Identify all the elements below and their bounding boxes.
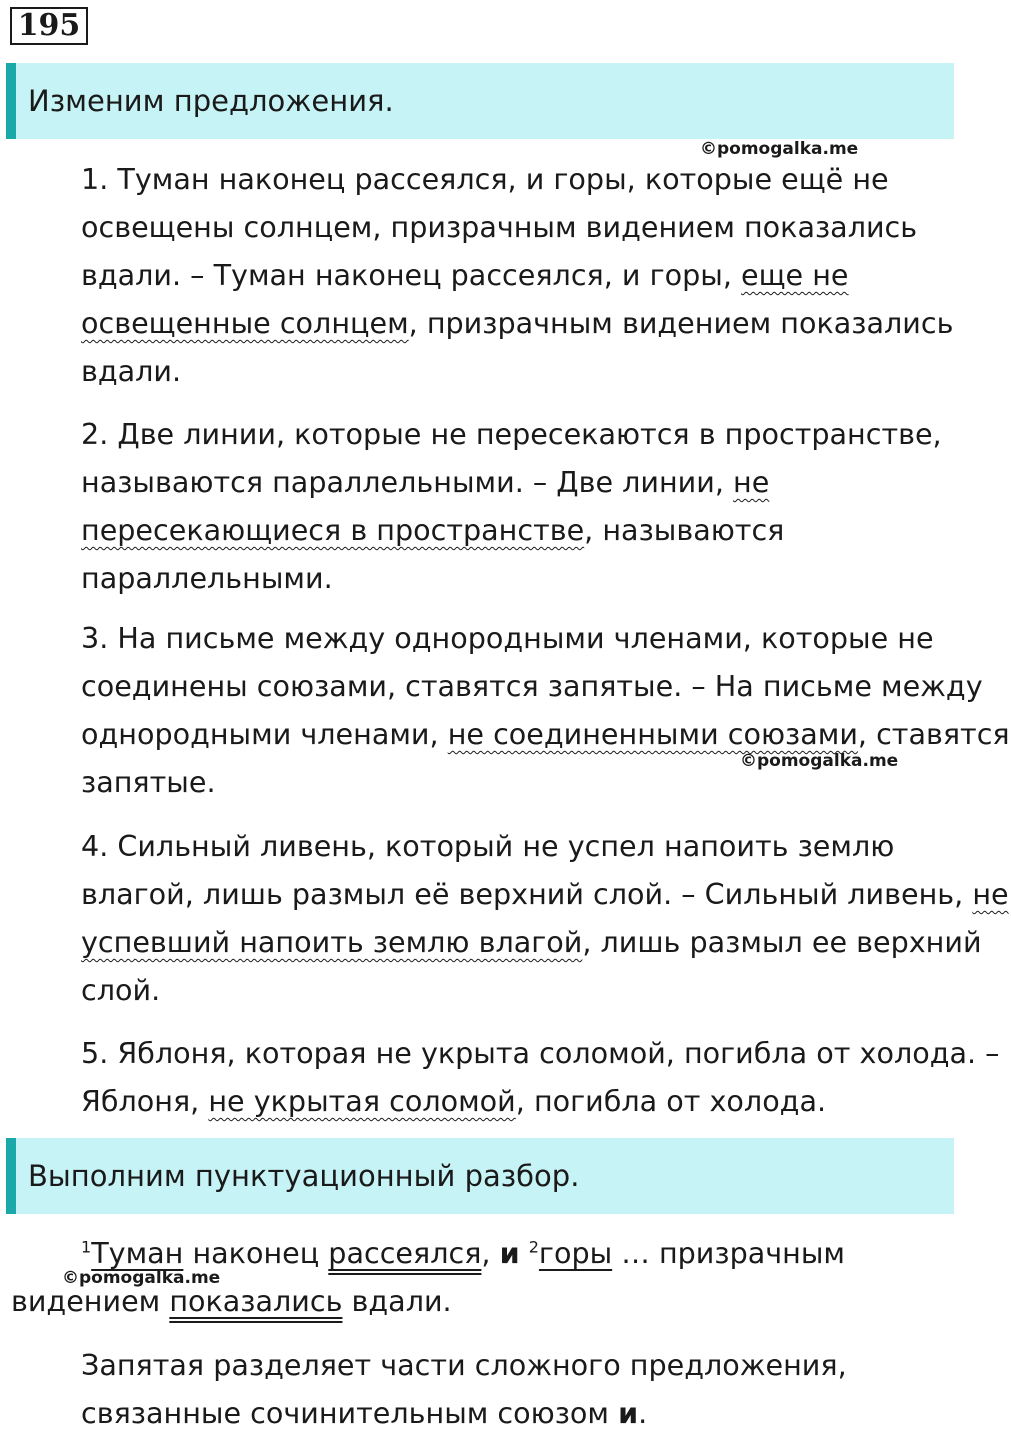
sentence-item-2 (11, 410, 1011, 602)
section-heading-text: Изменим предложения. (28, 84, 394, 118)
item-text: , лишь размыл ее верхний слой. (81, 925, 982, 1007)
sentence-item-3 (11, 614, 1011, 806)
analysis-text: видением (11, 1284, 170, 1318)
item-text: 4. Сильный ливень, который не успел напоить землю влагой, лишь размыл её верхний слой. – Сильный ливень, (81, 829, 973, 911)
sentence-item-1 (11, 155, 1011, 395)
conclusion (11, 1341, 1011, 1437)
analysis-text (520, 1236, 529, 1270)
sentence-item-4 (11, 822, 1011, 1014)
subject: горы (538, 1236, 613, 1270)
analysis-text: , (481, 1236, 500, 1270)
sentence-item-5 (11, 1029, 1011, 1125)
item-text: 2. Две линии, которые не пересекаются в пространстве, называются параллельными. – Две линии, (81, 417, 942, 499)
item-text: , ставятся запятые. (81, 717, 1010, 799)
item-text: 3. На письме между однородными членами, которые не соединены союзами, ставятся запятые. – На письме между однородными членами, (81, 621, 983, 751)
item-text: 5. Яблоня, которая не укрыта соломой, погибла от холода. – Яблоня, (81, 1036, 1000, 1118)
participle-phrase: не укрытая соломой (208, 1084, 516, 1118)
watermark: ©pomogalka.me (700, 139, 859, 159)
section-heading-text: Выполним пунктуационный разбор. (28, 1159, 580, 1193)
participle-phrase: не успевший напоить землю влагой (81, 877, 1009, 959)
clause-number: 1 (81, 1237, 92, 1257)
item-text: 1. Туман наконец рассеялся, и горы, которые ещё не освещены солнцем, призрачным видением показались вдали. – Туман наконец рассеялся, и горы, (81, 162, 918, 292)
conjunction: и (499, 1236, 520, 1270)
participle-phrase: не соединенными союзами (447, 717, 858, 751)
conclusion-text: . (638, 1396, 648, 1430)
predicate: показались (169, 1284, 343, 1318)
section-heading-analysis (6, 1138, 954, 1214)
item-text: , погибла от холода. (515, 1084, 827, 1118)
participle-phrase: еще не освещенные солнцем (81, 258, 849, 340)
watermark: ©pomogalka.me (62, 1268, 221, 1288)
watermark: ©pomogalka.me (740, 751, 899, 771)
conclusion-text: Запятая разделяет части сложного предложения, связанные сочинительным союзом (81, 1348, 847, 1430)
clause-number: 2 (528, 1237, 539, 1257)
participle-phrase: не пересекающиеся в пространстве (81, 465, 770, 547)
subject: Туман (91, 1236, 184, 1270)
predicate: рассеялся (328, 1236, 482, 1270)
item-text: , называются параллельными. (81, 513, 785, 595)
item-text: , призрачным видением показались вдали. (81, 306, 954, 388)
exercise-number: 195 (10, 7, 88, 45)
section-heading-rewrite (6, 63, 954, 139)
analysis-text: наконец (183, 1236, 329, 1270)
analysis-text: … призрачным (612, 1236, 845, 1270)
analysis-text: вдали. (342, 1284, 452, 1318)
conjunction: и (618, 1396, 639, 1430)
